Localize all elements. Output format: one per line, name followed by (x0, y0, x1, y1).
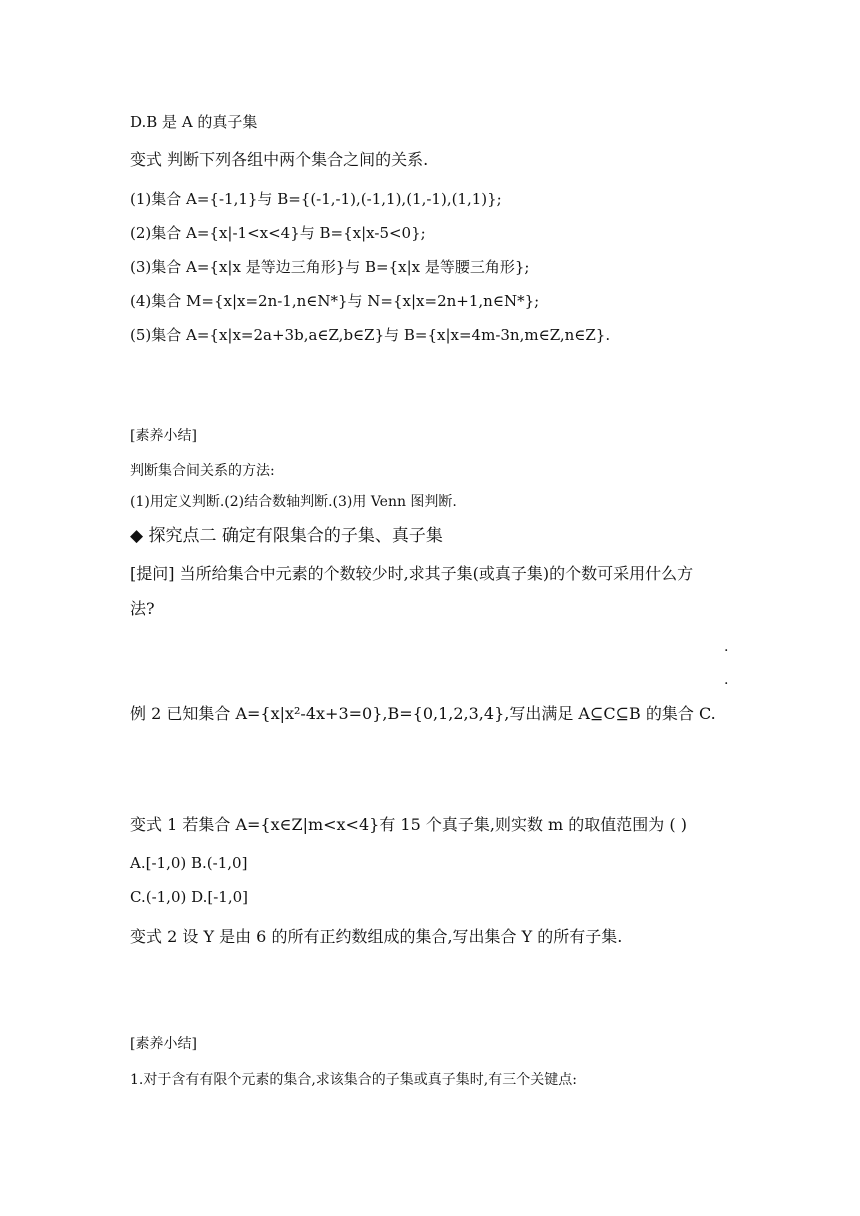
item-1: (1)集合 A={-1,1}与 B={(-1,-1),(-1,1),(1,-1),(1,1)}; (130, 190, 502, 208)
summary-text-1: 判断集合间关系的方法: (130, 463, 275, 479)
example-2: 例 2 已知集合 A={x|x²-4x+3=0},B={0,1,2,3,4},写出满足 A⊆C⊆B 的集合 C. (130, 704, 716, 723)
variant-heading: 变式 判断下列各组中两个集合之间的关系. (130, 150, 429, 169)
question-line-1: [提问] 当所给集合中元素的个数较少时,求其子集(或真子集)的个数可采用什么方 (130, 564, 694, 583)
option-d-text: D.B 是 A 的真子集 (130, 113, 258, 131)
answer-dot-2: . (724, 672, 729, 688)
item-2: (2)集合 A={x|-1<x<4}与 B={x|x-5<0}; (130, 224, 426, 242)
summary-heading-1: [素养小结] (130, 428, 197, 444)
variant-1: 变式 1 若集合 A={x∈Z|m<x<4}有 15 个真子集,则实数 m 的取值范围为 ( ) (130, 815, 687, 834)
options-ab: A.[-1,0) B.(-1,0] (130, 854, 248, 872)
item-5: (5)集合 A={x|x=2a+3b,a∈Z,b∈Z}与 B={x|x=4m-3n,m∈Z,n∈Z}. (130, 326, 611, 344)
summary-text-2: 1.对于含有有限个元素的集合,求该集合的子集或真子集时,有三个关键点: (130, 1072, 577, 1088)
summary-methods: (1)用定义判断.(2)结合数轴判断.(3)用 Venn 图判断. (130, 494, 457, 510)
item-4: (4)集合 M={x|x=2n-1,n∈N*}与 N={x|x=2n+1,n∈N*}; (130, 292, 540, 310)
options-cd: C.(-1,0) D.[-1,0] (130, 888, 248, 906)
explore-point-heading: ◆ 探究点二 确定有限集合的子集、真子集 (130, 526, 443, 546)
variant-2: 变式 2 设 Y 是由 6 的所有正约数组成的集合,写出集合 Y 的所有子集. (130, 927, 623, 946)
summary-heading-2: [素养小结] (130, 1036, 197, 1052)
answer-dot-1: . (724, 639, 729, 655)
item-3: (3)集合 A={x|x 是等边三角形}与 B={x|x 是等腰三角形}; (130, 258, 530, 276)
question-line-2: 法? (130, 599, 155, 618)
